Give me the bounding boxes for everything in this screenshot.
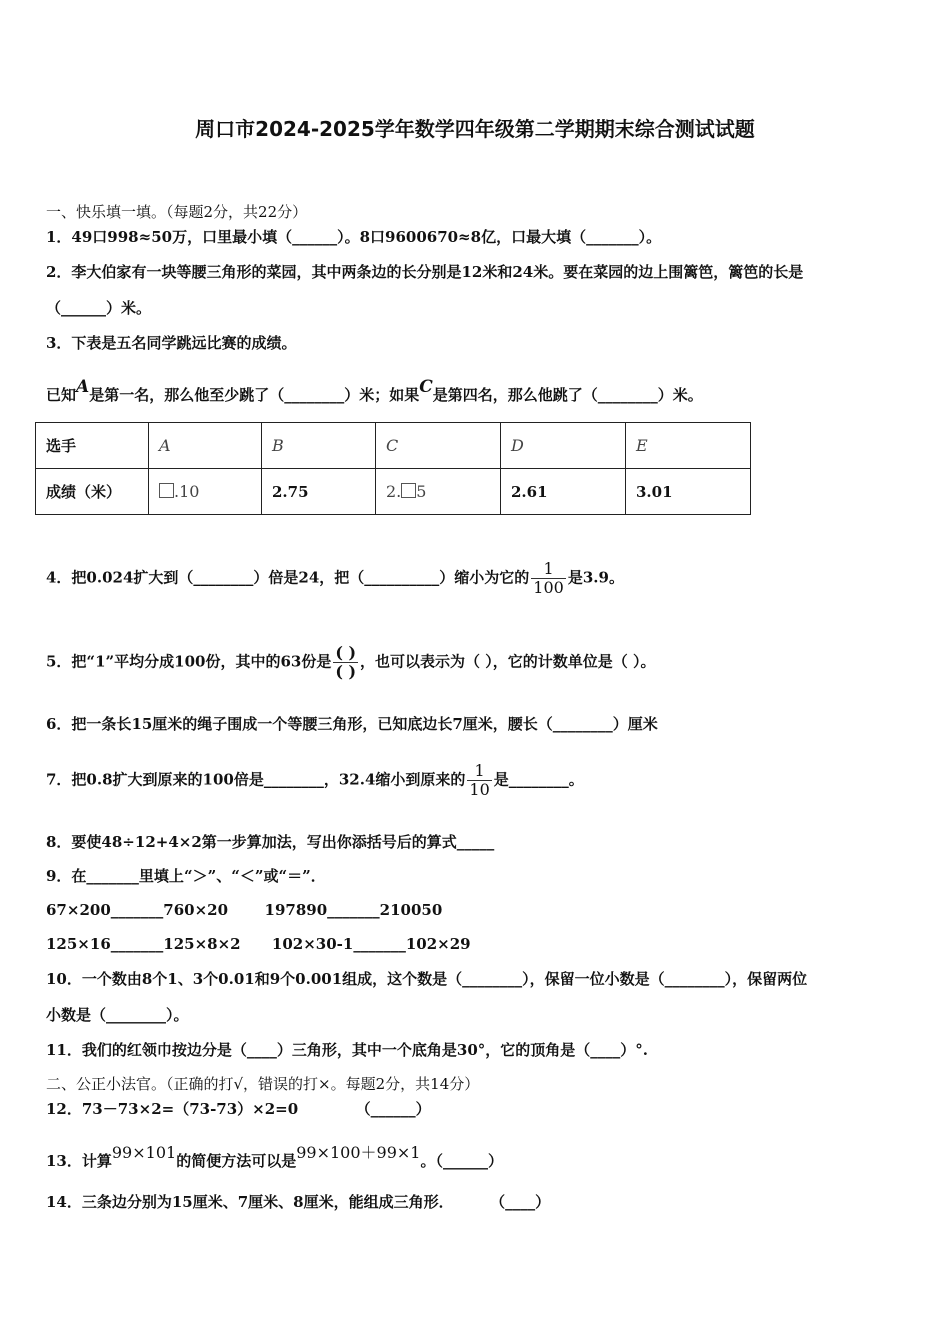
table-row <box>36 423 751 469</box>
var-a: A <box>76 377 90 397</box>
question-9-row-1: 67×200_______760×20 197890_______210050 <box>46 901 443 919</box>
question-13: 13．计算99×101的简便方法可以是99×100＋99×1。（______） <box>46 1143 503 1170</box>
math-expression: 99×101 <box>111 1143 177 1162</box>
table-row <box>36 469 751 515</box>
question-1: 1．49口998≈50万，口里最小填（______）。8口9600670≈8亿，口最大填（_______）。 <box>46 228 662 246</box>
table-cell: 成绩（米） <box>36 469 149 515</box>
question-10-line-1: 10．一个数由8个1、3个0.01和9个0.001组成，这个数是（________），保留一位小数是（________），保留两位 <box>46 970 808 988</box>
question-12: 12．73－73×2=（73-73）×2=0 （______） <box>46 1100 431 1118</box>
table-cell: C <box>376 423 501 469</box>
q3-text-2: 是第一名，那么他至少跳了（________）米；如果 <box>89 386 420 404</box>
q3-text-1: 已知 <box>46 386 77 404</box>
score-table <box>35 422 751 515</box>
question-4: 4．把0.024扩大到（________）倍是24，把（__________）缩小为它的 $\frac{1}{100}$ 是3.9。 <box>46 559 624 597</box>
blank-box-icon <box>159 483 174 498</box>
table-cell: .10 <box>149 469 262 515</box>
table-cell: B <box>262 423 376 469</box>
var-c: C <box>419 377 433 397</box>
question-14: 14．三条边分别为15厘米、7厘米、8厘米，能组成三角形． （____） <box>46 1193 551 1211</box>
q3-text-3: 是第四名，那么他跳了（________）米。 <box>432 386 703 404</box>
question-6: 6．把一条长15厘米的绳子围成一个等腰三角形，已知底边长7厘米，腰长（________）厘米 <box>46 715 658 733</box>
question-9-row-2: 125×16_______125×8×2 102×30-1_______102×29 <box>46 935 471 953</box>
question-5: 5．把“1”平均分成100份，其中的63份是 $\frac{( )}{( )}$ ，也可以表示为（ ），它的计数单位是（ ）。 <box>46 643 656 681</box>
table-cell: D <box>501 423 626 469</box>
section-1-heading: 一、快乐填一填。（每题2分，共22分） <box>46 203 308 221</box>
question-2-line-2: （______）米。 <box>46 299 152 317</box>
fraction: $\frac{1}{10}$ <box>469 761 490 799</box>
table-cell: 3.01 <box>626 469 751 515</box>
question-9-intro: 9．在_______里填上“＞”、“＜”或“＝”． <box>46 867 326 885</box>
question-8: 8．要使48÷12+4×2第一步算加法，写出你添括号后的算式_____ <box>46 833 495 851</box>
math-expression: 99×100＋99×1 <box>296 1143 421 1162</box>
question-3-body <box>46 377 703 405</box>
fraction: $\frac{1}{100}$ <box>533 559 564 597</box>
page-title: 周口市2024-2025学年数学四年级第二学期期末综合测试试题 <box>195 117 755 141</box>
table-cell: 2.75 <box>262 469 376 515</box>
section-2-heading: 二、公正小法官。（正确的打√，错误的打×。每题2分，共14分） <box>46 1075 480 1093</box>
table-cell: A <box>149 423 262 469</box>
blank-fraction: $\frac{( )}{( )}$ <box>335 643 357 681</box>
question-2-line-1: 2．李大伯家有一块等腰三角形的菜园，其中两条边的长分别是12米和24米。要在菜园的边上围篱笆，篱笆的长是 <box>46 263 804 281</box>
table-cell: 2.61 <box>501 469 626 515</box>
blank-box-icon <box>401 483 416 498</box>
question-11: 11．我们的红领巾按边分是（____）三角形，其中一个底角是30°，它的顶角是（____）°. <box>46 1041 648 1059</box>
table-cell: 2. 5 <box>376 469 501 515</box>
table-cell: E <box>626 423 751 469</box>
question-3-intro: 3．下表是五名同学跳远比赛的成绩。 <box>46 334 297 352</box>
question-10-line-2: 小数是（________）。 <box>46 1006 189 1024</box>
question-7: 7．把0.8扩大到原来的100倍是________，32.4缩小到原来的 $\frac{1}{10}$ 是________。 <box>46 761 584 799</box>
table-cell: 选手 <box>36 423 149 469</box>
